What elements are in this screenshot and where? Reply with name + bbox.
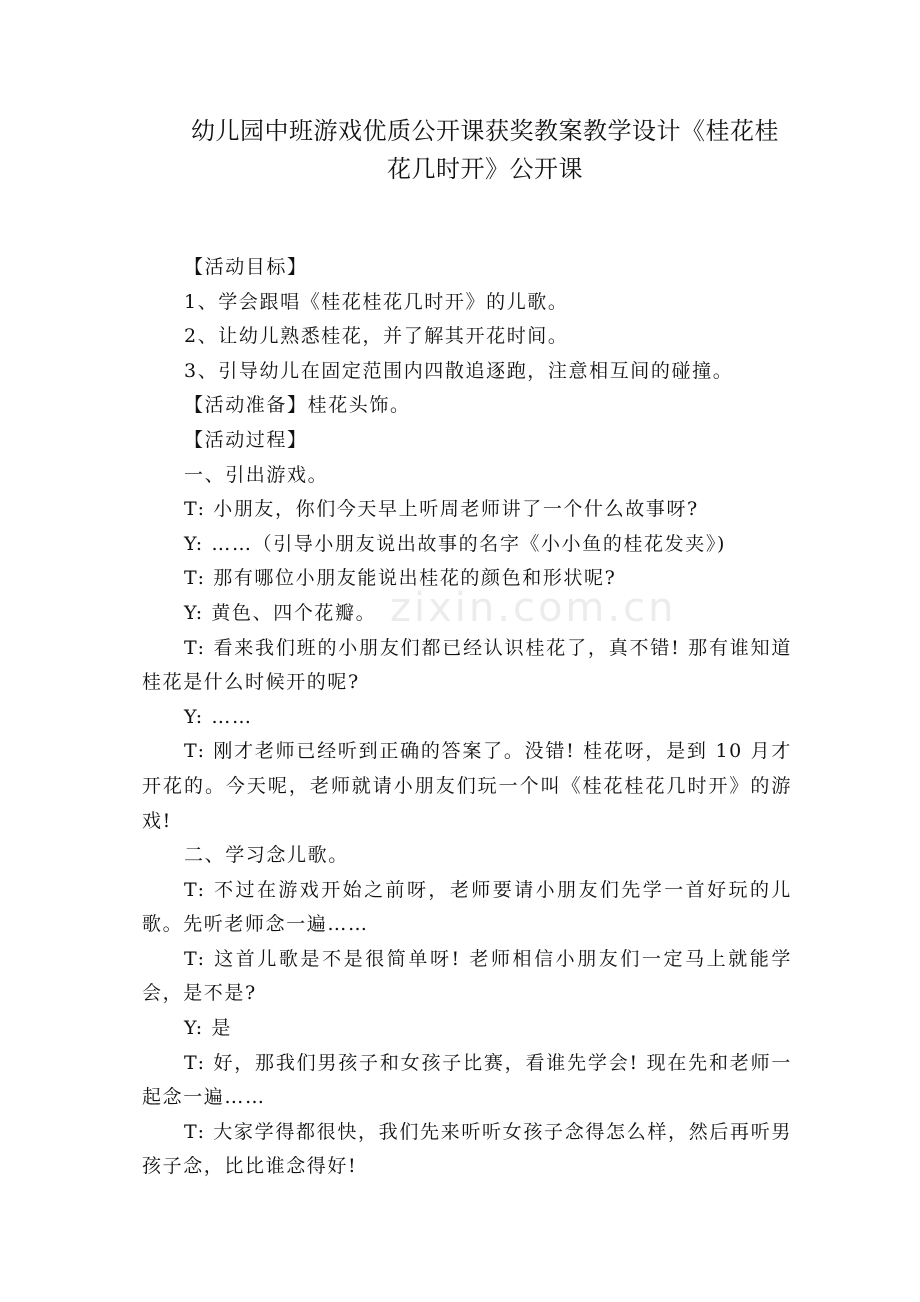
- paragraph-dialogue: Y: 是: [184, 1017, 233, 1040]
- paragraph-process-heading: 【活动过程】: [184, 428, 308, 451]
- paragraph-goal-3: 3、引导幼儿在固定范围内四散追逐跑，注意相互间的碰撞。: [184, 359, 734, 382]
- paragraph-section-2: 二、学习念儿歌。: [184, 844, 349, 867]
- title-line-1: 幼儿园中班游戏优质公开课获奖教案教学设计《桂花桂: [191, 117, 779, 145]
- paragraph-dialogue: T: 不过在游戏开始之前呀，老师要请小朋友们先学一首好玩的儿歌。先听老师念一遍……: [142, 878, 792, 936]
- paragraph-dialogue: Y: 黄色、四个花瓣。: [184, 601, 377, 624]
- paragraph-activity-goals-heading: 【活动目标】: [184, 256, 308, 278]
- title-line-2: 花几时开》公开课: [387, 155, 583, 183]
- paragraph-dialogue: T: 那有哪位小朋友能说出桂花的颜色和形状呢?: [184, 567, 617, 590]
- paragraph-dialogue: T: 大家学得都很快，我们先来听听女孩子念得怎么样，然后再听男孩子念，比比谁念得好!: [142, 1120, 792, 1178]
- paragraph-goal-1: 1、学会跟唱《桂花桂花几时开》的儿歌。: [184, 290, 569, 313]
- paragraph-preparation: 【活动准备】桂花头饰。: [184, 394, 411, 417]
- paragraph-dialogue: Y: ……（引导小朋友说出故事的名字《小小鱼的桂花发夹》): [184, 532, 726, 555]
- paragraph-dialogue: T: 小朋友，你们今天早上听周老师讲了一个什么故事呀?: [184, 498, 699, 521]
- document-body: [142, 250, 792, 1184]
- paragraph-dialogue: Y: ……: [184, 705, 253, 728]
- watermark: zixin.com.cn: [390, 585, 677, 631]
- paragraph-dialogue: T: 这首儿歌是不是很简单呀! 老师相信小朋友们一定马上就能学会，是不是?: [142, 947, 792, 1005]
- document-title: [150, 112, 820, 188]
- paragraph-dialogue: T: 看来我们班的小朋友们都已经认识桂花了，真不错! 那有谁知道桂花是什么时候开的呢?: [142, 636, 792, 694]
- paragraph-section-1: 一、引出游戏。: [184, 463, 329, 486]
- paragraph-dialogue: T: 好，那我们男孩子和女孩子比赛，看谁先学会! 现在先和老师一起念一遍……: [142, 1051, 792, 1109]
- paragraph-goal-2: 2、让幼儿熟悉桂花，并了解其开花时间。: [184, 325, 569, 348]
- paragraph-dialogue: T: 刚才老师已经听到正确的答案了。没错! 桂花呀，是到 10 月才开花的。今天呢，老师就请小朋友们玩一个叫《桂花桂花几时开》的游戏!: [142, 740, 792, 832]
